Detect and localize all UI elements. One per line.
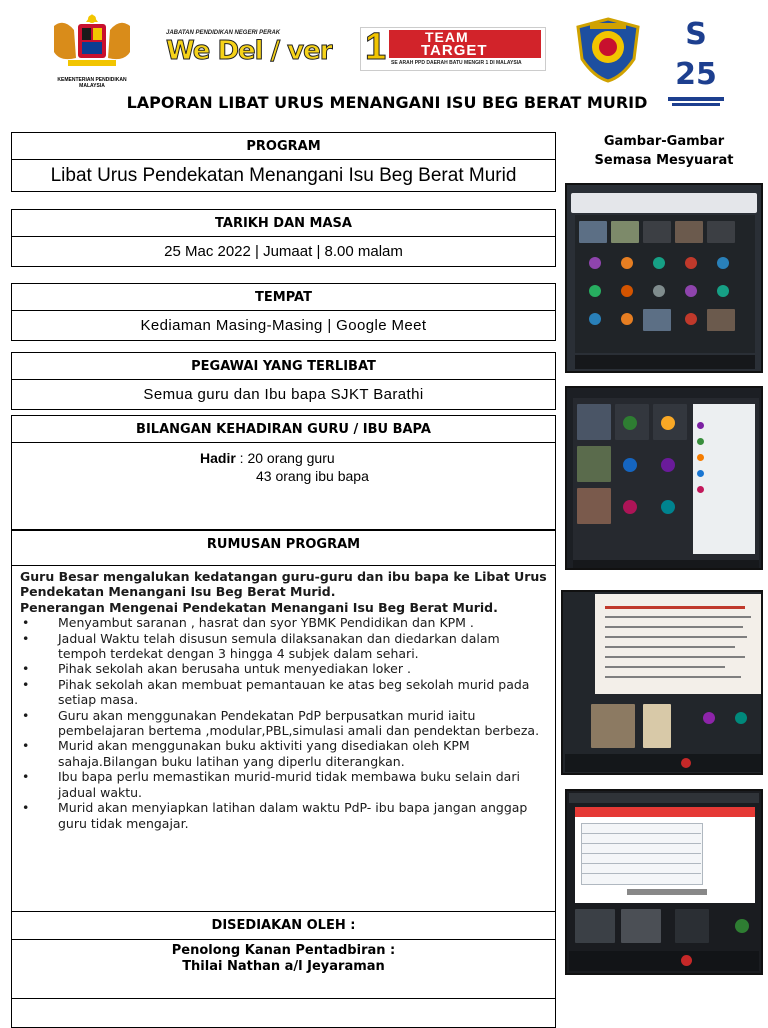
summary-subhead: Penerangan Mengenai Pendekatan Menangani Isu Beg Berat Murid. xyxy=(20,599,498,615)
team-target-logo xyxy=(360,27,546,71)
prepared-label: DISEDIAKAN OLEH : xyxy=(11,911,556,940)
summary-intro: Guru Besar mengalukan kedatangan guru-guru dan ibu bapa ke Libat Urus Pendekatan Menangani Isu Beg Berat Murid. xyxy=(20,569,547,600)
prepared-box xyxy=(11,939,556,999)
venue-value: Kediaman Masing-Masing | Google Meet xyxy=(11,310,556,341)
summary-point: • Murid akan menyiapkan latihan dalam waktu PdP- ibu bapa jangan anggap guru tidak mengajar. xyxy=(20,800,547,831)
gallery-caption-line1: Gambar-Gambar xyxy=(603,134,725,149)
team-target-text-1: TEAM xyxy=(425,29,469,45)
summary-point: • Murid akan menggunakan buku aktiviti yang disediakan oleh KPM sahaja.Bilangan buku latihan yang diperlu diterangkan. xyxy=(20,738,547,769)
summary-points xyxy=(20,615,547,831)
date-label: TARIKH DAN MASA xyxy=(11,209,556,237)
summary-point: • Ibu bapa perlu memastikan murid-murid tidak membawa buku selain dari jadual waktu. xyxy=(20,769,547,800)
attendance-label: BILANGAN KEHADIRAN GURU / IBU BAPA xyxy=(11,415,556,443)
gallery-caption xyxy=(566,132,762,170)
summary-point: • Menyambut saranan , hasrat dan syor YBMK Pendidikan dan KPM . xyxy=(20,615,547,630)
attendance-hadir: Hadir xyxy=(200,450,236,466)
anniversary-logo-text: S 25 xyxy=(675,17,717,92)
anniversary-logo xyxy=(662,15,730,92)
prepared-role: Penolong Kanan Pentadbiran : xyxy=(171,943,396,958)
meeting-photo-4 xyxy=(565,789,763,975)
prepared-name: Thilai Nathan a/l Jeyaraman xyxy=(182,959,385,974)
attendance-box xyxy=(11,442,556,530)
ministry-logo xyxy=(46,12,138,89)
venue-label: TEMPAT xyxy=(11,283,556,311)
jpn-caption: JABATAN PENDIDIKAN NEGERI PERAK xyxy=(166,30,281,36)
team-target-caption: SE ARAH PPD DAERAH BATU MENGIR 1 DI MALAYSIA xyxy=(391,60,522,66)
summary-point: • Pihak sekolah akan berusaha untuk menyediakan loker . xyxy=(20,661,547,676)
meeting-photo-3 xyxy=(561,590,763,775)
we-deliver-logo xyxy=(166,30,342,72)
summary-box xyxy=(11,565,556,912)
officers-label: PEGAWAI YANG TERLIBAT xyxy=(11,352,556,380)
attendance-parents: 43 orang ibu bapa xyxy=(256,468,369,484)
summary-point: • Pihak sekolah akan membuat pemantauan ke atas beg sekolah murid pada setiap masa. xyxy=(20,677,547,708)
officers-value: Semua guru dan Ibu bapa SJKT Barathi xyxy=(11,379,556,410)
meeting-photo-2 xyxy=(565,386,763,570)
summary-point: • Guru akan menggunakan Pendekatan PdP berpusatkan murid iaitu pembelajaran bertema ,modular,PBL,simulasi amali dan pendektan berbeza. xyxy=(20,708,547,739)
summary-point: • Jadual Waktu telah disusun semula dilaksanakan dan diedarkan dalam tempoh terdekat dengan 3 hingga 4 subjek dalam sehari. xyxy=(20,631,547,662)
we-deliver-text: We Del / ver xyxy=(166,36,332,66)
ministry-caption: KEMENTERIAN PENDIDIKAN MALAYSIA xyxy=(57,77,127,89)
gallery-caption-line2: Semasa Mesyuarat xyxy=(594,153,734,168)
program-label: PROGRAM xyxy=(11,132,556,160)
program-value: Libat Urus Pendekatan Menangani Isu Beg Berat Murid xyxy=(11,159,556,192)
school-crest-logo xyxy=(572,17,644,83)
meeting-photo-1 xyxy=(565,183,763,373)
team-target-one: 1 xyxy=(365,26,387,68)
report-title: LAPORAN LIBAT URUS MENANGANI ISU BEG BERAT MURID xyxy=(126,93,648,112)
summary-label: RUMUSAN PROGRAM xyxy=(11,530,556,566)
attendance-teachers: : 20 orang guru xyxy=(235,450,335,466)
team-target-text-2: TARGET xyxy=(421,42,488,59)
date-value: 25 Mac 2022 | Jumaat | 8.00 malam xyxy=(11,236,556,267)
